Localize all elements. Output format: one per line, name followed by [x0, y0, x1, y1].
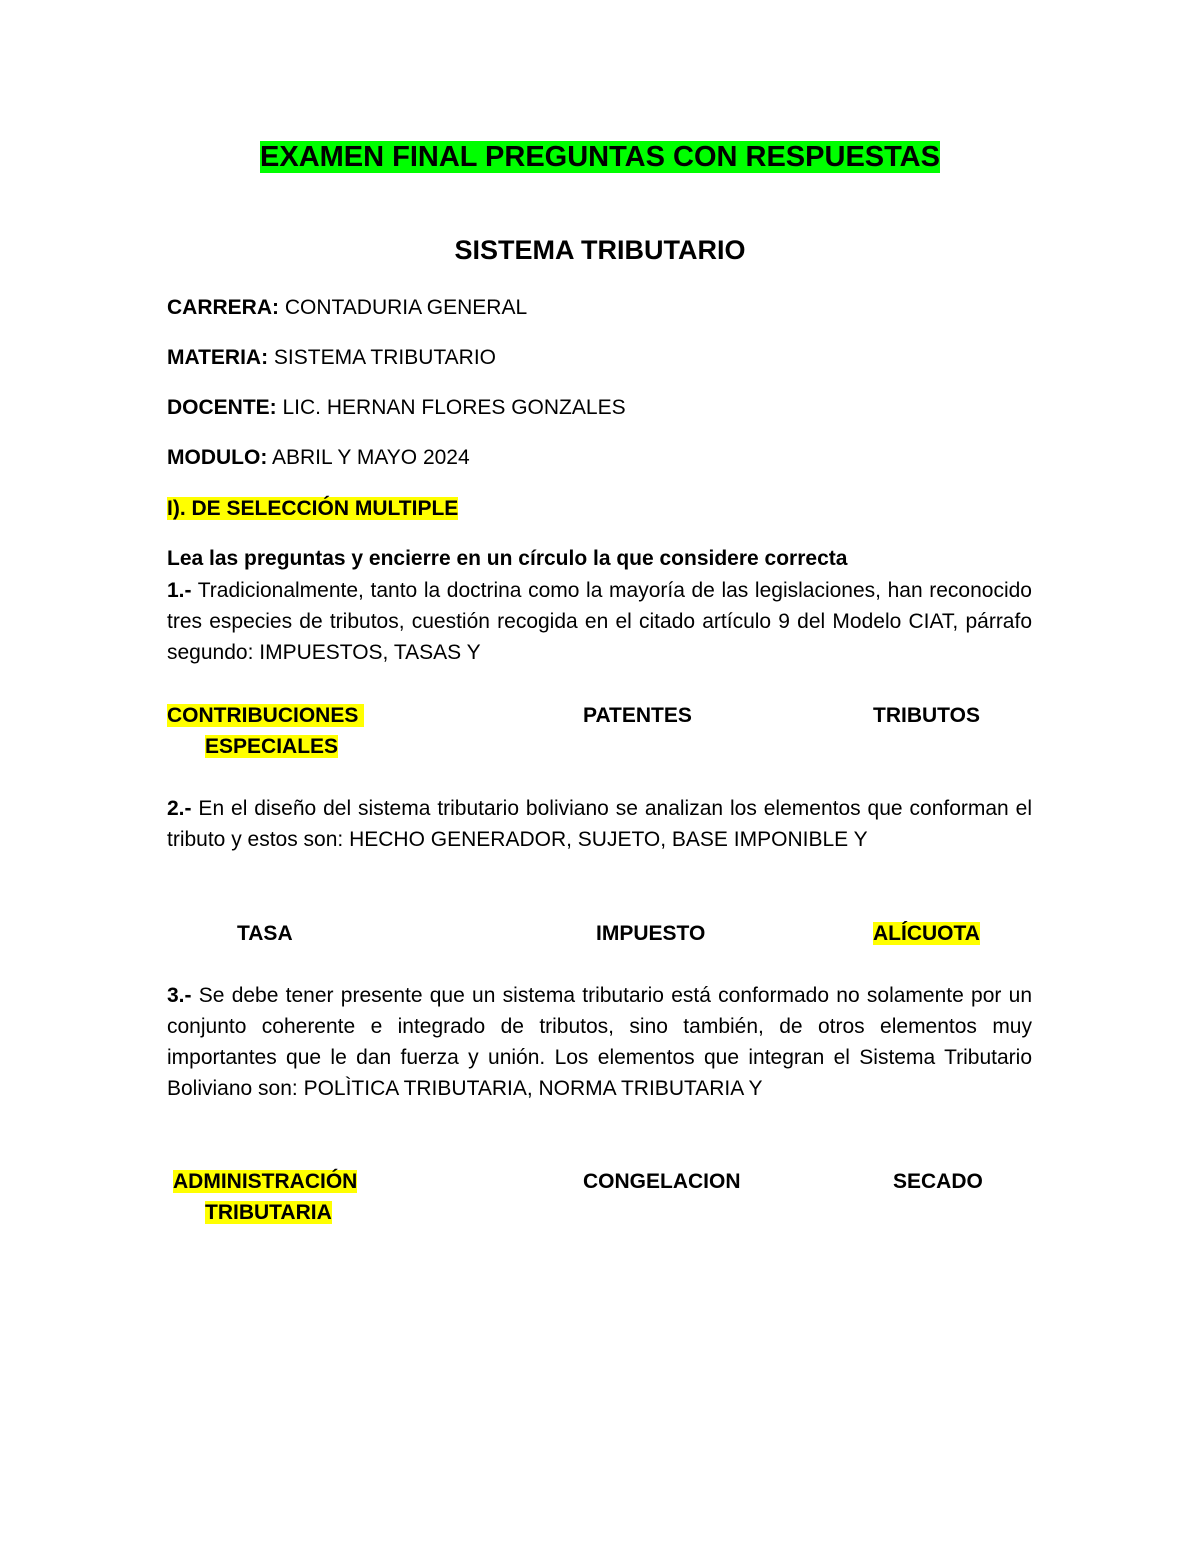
question-3-option-b[interactable]: CONGELACION [583, 1170, 741, 1193]
section-heading-text: I). DE SELECCIÓN MULTIPLE [167, 497, 459, 520]
question-3-option-a-line1: ADMINISTRACIÓN [173, 1170, 358, 1193]
carrera-value: CONTADURIA GENERAL [279, 296, 528, 319]
modulo-value: ABRIL Y MAYO 2024 [267, 446, 470, 469]
docente-value: LIC. HERNAN FLORES GONZALES [276, 396, 626, 419]
page-title [0, 138, 1200, 176]
question-1-number: 1.- [167, 579, 192, 602]
question-1-option-c[interactable]: TRIBUTOS [873, 704, 980, 727]
instructions: Lea las preguntas y encierre en un círculo la que considere correcta [167, 547, 848, 570]
question-3-option-a-cont[interactable] [205, 1197, 332, 1228]
materia-label: MATERIA: [167, 346, 269, 369]
question-1-option-a[interactable] [167, 700, 364, 731]
question-3-option-c[interactable]: SECADO [893, 1170, 983, 1193]
question-1 [167, 575, 1032, 668]
question-2-option-c-text: ALÍCUOTA [873, 922, 980, 945]
question-2-option-a[interactable]: TASA [237, 922, 293, 945]
question-2-option-c[interactable] [873, 918, 980, 949]
question-2-text: En el diseño del sistema tributario boliviano se analizan los elementos que conforman el tributo y estos son: HECHO GENERADOR, SUJETO, BASE IMPONIBLE Y [167, 797, 1032, 851]
question-3-number: 3.- [167, 984, 192, 1007]
docente-label: DOCENTE: [167, 396, 277, 419]
question-2-number: 2.- [167, 797, 192, 820]
question-3 [167, 980, 1032, 1104]
question-1-option-a-line1: CONTRIBUCIONES [167, 704, 365, 727]
meta-docente [167, 394, 626, 422]
materia-value: SISTEMA TRIBUTARIO [268, 346, 497, 369]
meta-modulo [167, 444, 470, 472]
question-1-option-a-cont[interactable] [205, 731, 338, 762]
page-subtitle: SISTEMA TRIBUTARIO [454, 235, 746, 265]
question-3-option-a-line2: TRIBUTARIA [205, 1201, 332, 1224]
question-1-text: Tradicionalmente, tanto la doctrina como la mayoría de las legislaciones, han reconocido tres especies de tributos, cuestión recogida en el citado artículo 9 del Modelo CIAT, párrafo segundo: IMPUESTOS, TASAS Y [167, 579, 1032, 664]
carrera-label: CARRERA: [167, 296, 279, 319]
question-3-option-a[interactable] [173, 1166, 357, 1197]
question-1-option-b[interactable]: PATENTES [583, 704, 692, 727]
meta-materia [167, 344, 496, 372]
question-2-option-b[interactable]: IMPUESTO [596, 922, 706, 945]
question-1-option-a-line2: ESPECIALES [205, 735, 339, 758]
page-title-text: EXAMEN FINAL PREGUNTAS CON RESPUESTAS [260, 141, 940, 173]
question-2 [167, 793, 1032, 855]
modulo-label: MODULO: [167, 446, 268, 469]
question-3-text: Se debe tener presente que un sistema tributario está conformado no solamente por un conjunto coherente e integrado de tributos, sino también, de otros elementos muy importantes que le dan fuerza y unión. Los elementos que integran el Sistema Tributario Boliviano son: POLÌTICA TRIBUTARIA, NORMA TRIBUTARIA Y [167, 984, 1032, 1100]
section-heading [167, 495, 458, 523]
meta-carrera [167, 294, 527, 322]
